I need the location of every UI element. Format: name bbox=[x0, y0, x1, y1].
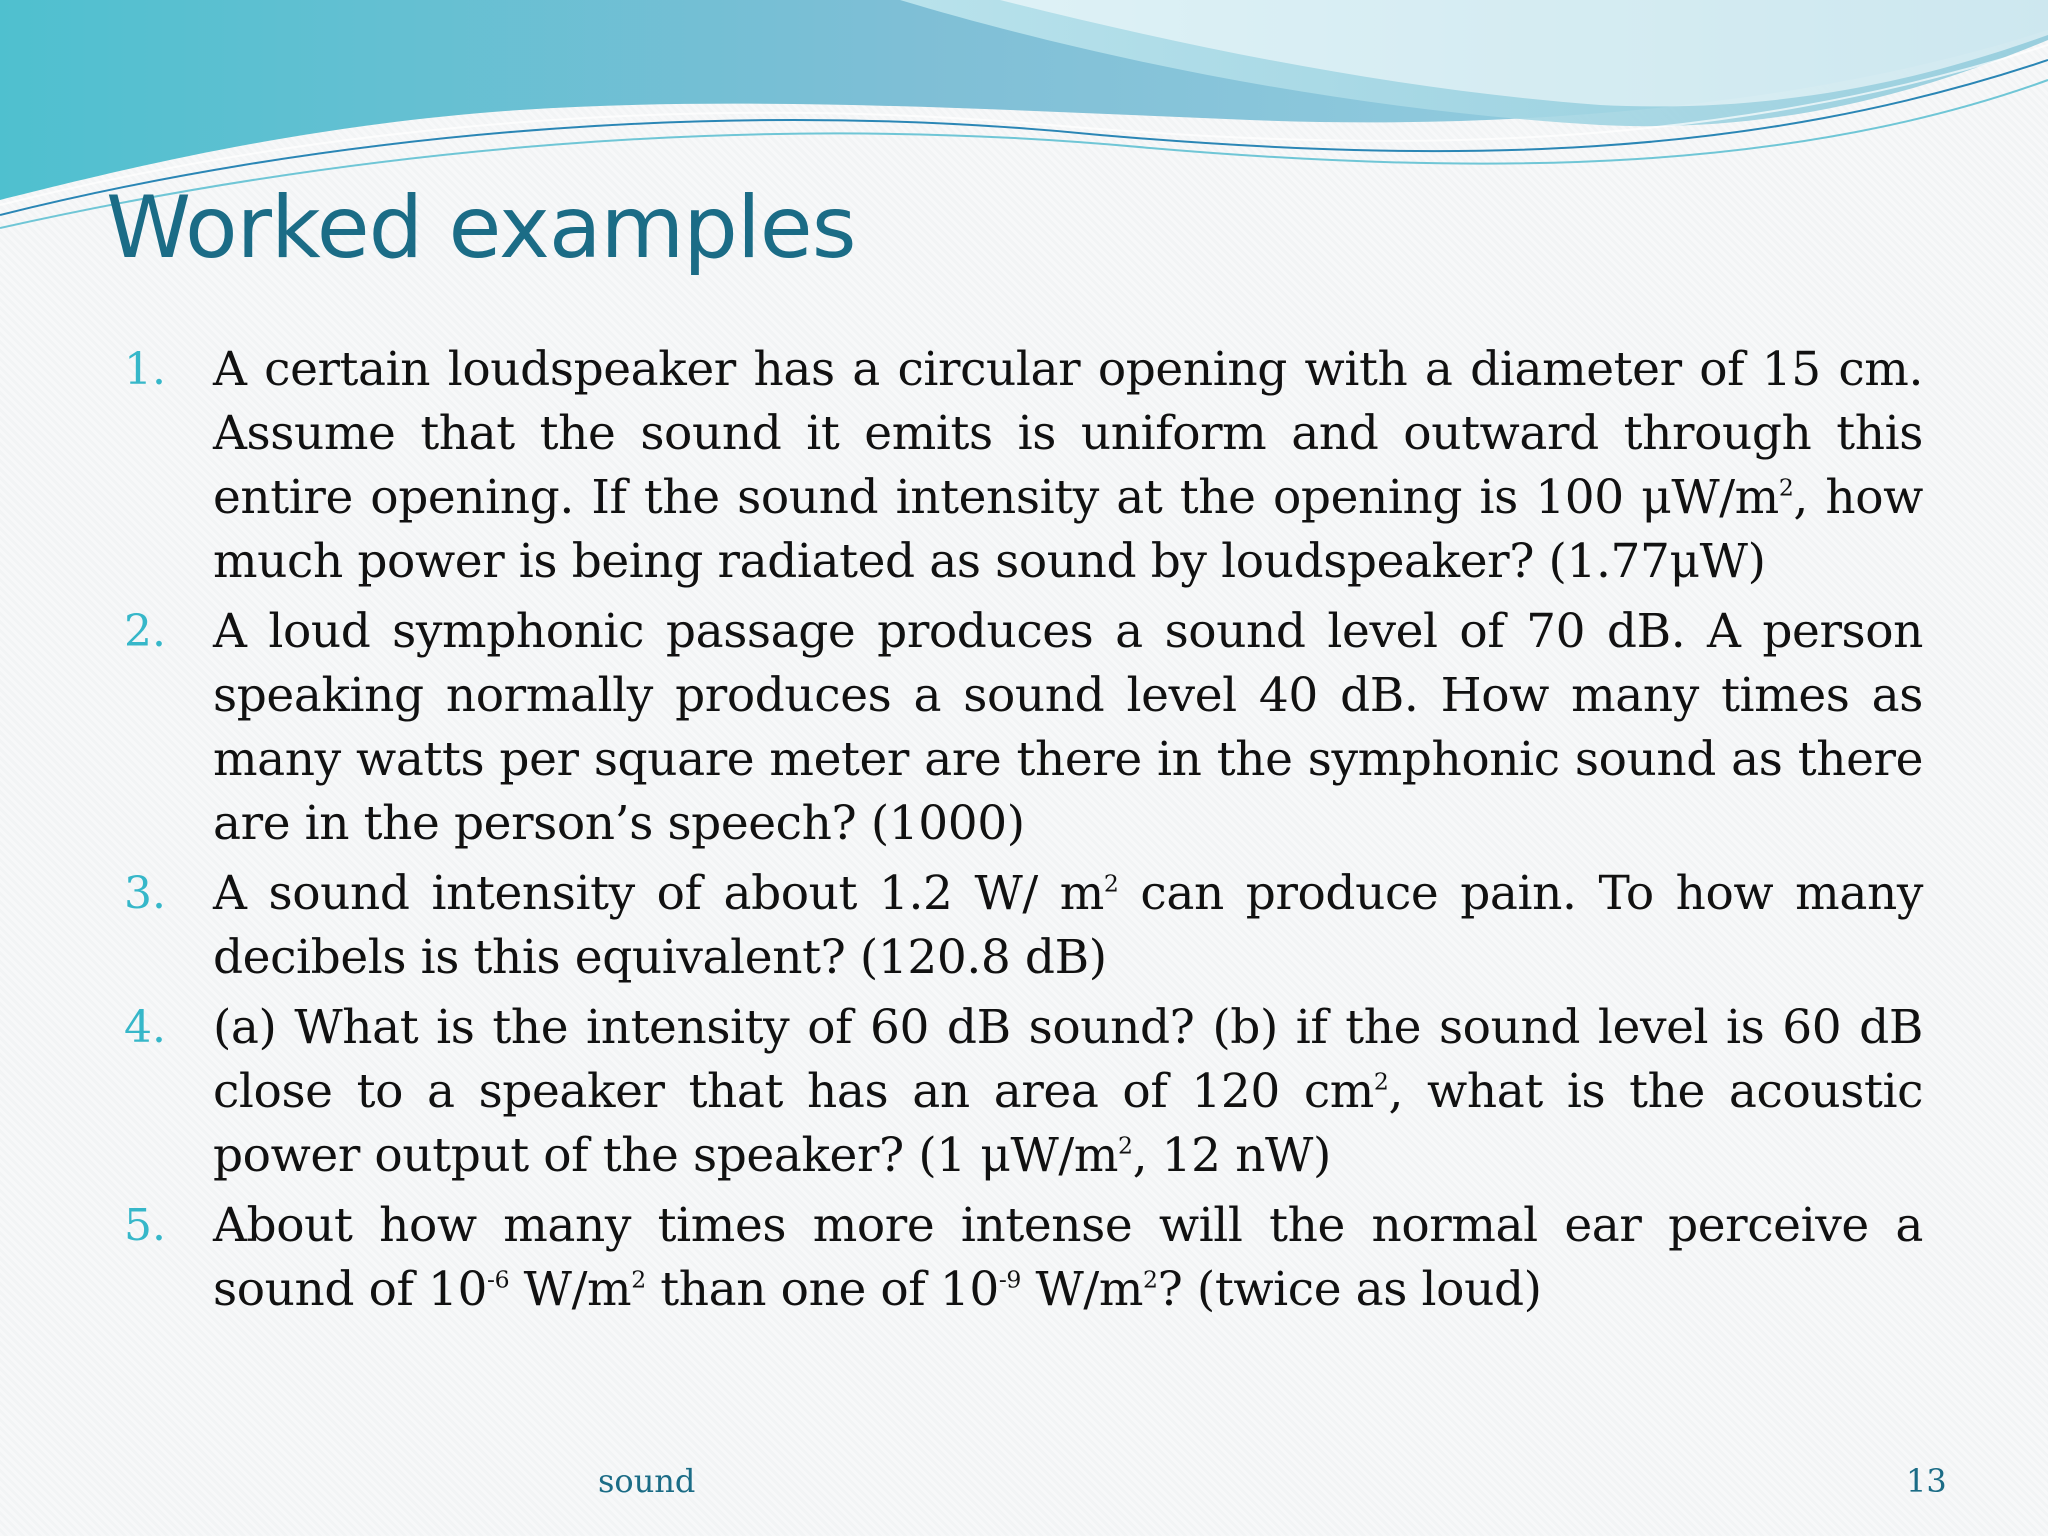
text-run: ? (twice as loud) bbox=[1157, 1262, 1542, 1317]
text-run: W/m bbox=[1020, 1262, 1143, 1317]
problem-item bbox=[0, 1194, 2048, 1322]
superscript: 2 bbox=[1103, 869, 1119, 898]
footer-label: sound bbox=[598, 1462, 696, 1500]
superscript: 2 bbox=[1143, 1265, 1158, 1294]
superscript: 2 bbox=[1118, 1131, 1133, 1160]
text-run: A sound intensity of about 1.2 W/ m bbox=[213, 866, 1104, 921]
problem-number: 2. bbox=[124, 606, 166, 657]
text-run: A loud symphonic passage produces a sound level of 70 dB. A person speaking normally produces a sound level 40 dB. How many times as many watts per square meter are there in the symphonic sound as there are in the person’s speech? (1000) bbox=[213, 604, 1923, 851]
superscript: -6 bbox=[487, 1265, 510, 1294]
text-run: , how much power is being radiated as sound by loudspeaker? (1.77μW) bbox=[213, 470, 1923, 589]
problem-item bbox=[0, 862, 2048, 990]
text-run: than one of 10 bbox=[645, 1262, 999, 1317]
problem-text bbox=[213, 862, 1923, 990]
problem-text bbox=[213, 600, 1923, 856]
problem-item bbox=[0, 600, 2048, 856]
superscript: 2 bbox=[1373, 1067, 1389, 1096]
text-run: W/m bbox=[509, 1262, 632, 1317]
problem-number: 5. bbox=[124, 1200, 166, 1251]
text-run: (a) What is the intensity of 60 dB sound? (b) if the sound level is 60 dB close to a speaker that has an area of 120 cm bbox=[213, 1000, 1923, 1119]
superscript: 2 bbox=[631, 1265, 646, 1294]
problem-text bbox=[213, 1194, 1923, 1322]
problem-list bbox=[0, 338, 2048, 1328]
problem-item bbox=[0, 338, 2048, 594]
page-number: 13 bbox=[1906, 1462, 1947, 1500]
superscript: -9 bbox=[998, 1265, 1021, 1294]
superscript: 2 bbox=[1778, 473, 1794, 502]
text-run: , 12 nW) bbox=[1132, 1128, 1331, 1183]
problem-text bbox=[213, 996, 1923, 1188]
problem-number: 4. bbox=[124, 1002, 166, 1053]
text-run: can produce pain. To how many decibels is this equivalent? (120.8 dB) bbox=[213, 866, 1923, 985]
text-run: About how many times more intense will the normal ear perceive a sound of 10 bbox=[213, 1198, 1923, 1317]
slide-title: Worked examples bbox=[106, 178, 856, 278]
text-run: , what is the acoustic power output of the speaker? (1 μW/m bbox=[213, 1064, 1924, 1183]
problem-number: 1. bbox=[124, 344, 166, 395]
problem-item bbox=[0, 996, 2048, 1188]
text-run: A certain loudspeaker has a circular opening with a diameter of 15 cm. Assume that the sound it emits is uniform and outward through this entire opening. If the sound intensity at the opening is 100 μW/m bbox=[213, 342, 1923, 525]
problem-text bbox=[213, 338, 1923, 594]
problem-number: 3. bbox=[124, 868, 166, 919]
